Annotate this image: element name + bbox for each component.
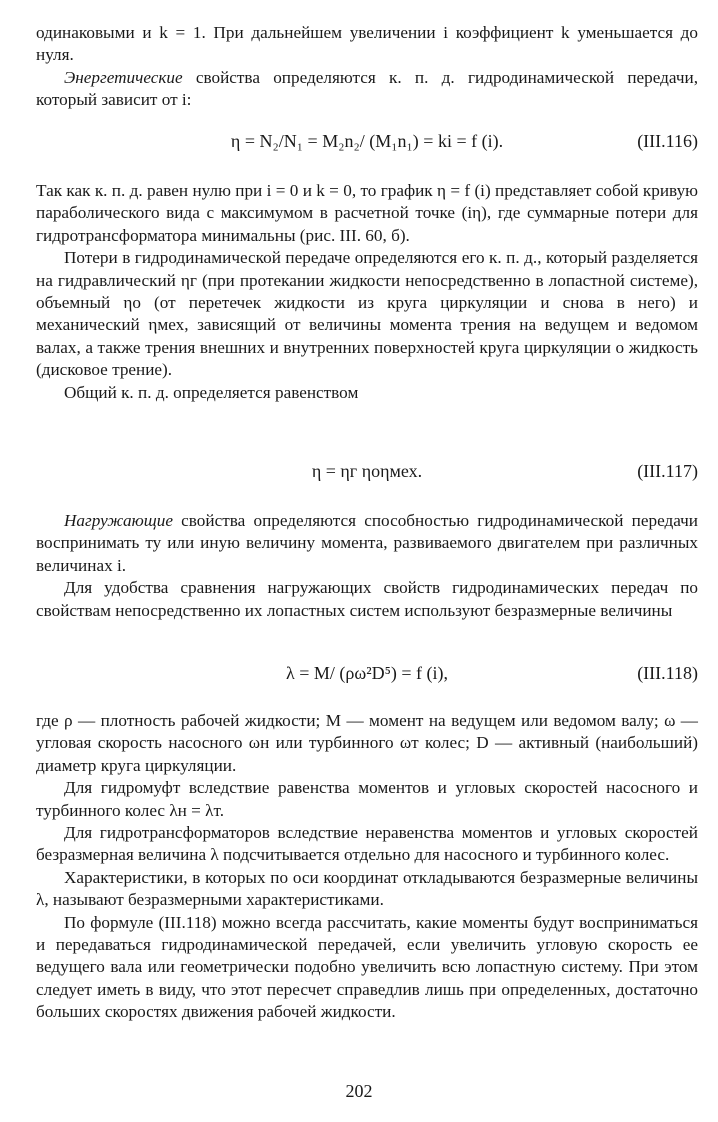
text-block-1 [36,22,698,112]
paragraph-losses: Потери в гидродинамической передаче определяются его к. п. д., который разделяется на гидравлический ηг (при протекании жидкости непосредственно в лопастной системе), объемный ηо (от перетечек жидкости из круга циркуляции и снова в него) и механический ηмех, зависящий от величины момента трения на ведущем и ведомом валах, а также трения внешних и внутренних поверхностей круга циркуляции о жидкость (дисковое трение). [36,248,698,380]
equation-117 [36,460,698,486]
equation-117-formula: η = ηг ηоηмех. [311,461,423,481]
text-block-4 [36,710,698,1024]
paragraph-characteristics: Характеристики, в которых по оси координат откладываются безразмерные величины λ, называют безразмерными характеристиками. [36,867,698,910]
equation-118 [36,662,698,688]
equation-116-formula: η = N₂/N₁ = M₂n₂/ (M₁n₁) = ki = f (i). [230,131,504,151]
paragraph-energy [36,67,698,112]
paragraph-recalculation: По формуле (III.118) можно всегда рассчитать, какие моменты будут восприниматься и передаваться гидродинамической передачей, если увеличить угловую скорость ее ведущего вала или геометрически подобно увеличить всю лопастную систему. При этом следует иметь в виду, что этот пересчет справедлив лишь при определенных, достаточно больших скоростях движения рабочей жидкости. [36,912,698,1022]
paragraph-total-efficiency: Общий к. п. д. определяется равенством [64,382,359,402]
paragraph-energy-text: свойства определяются к. п. д. гидродинамической передачи, который зависит от i: [36,67,698,110]
paragraph-1: одинаковыми и k = 1. При дальнейшем увеличении i коэффициент k уменьшается до нуля. [36,23,698,65]
text-block-3 [36,510,698,622]
page-number: 202 [345,1081,373,1101]
equation-116-number: (III.116) [637,131,698,151]
equation-117-number: (III.117) [637,461,698,481]
paragraph-couplings: Для гидромуфт вследствие равенства моментов и угловых скоростей насосного и турбинного колес λн = λт. [36,778,698,820]
paragraph-3: Так как к. п. д. равен нулю при i = 0 и k = 0, то график η = f (i) представляет собой кривую параболического вида с максимумом в расчетной точке (iη), где суммарные потери для гидротрансформатора минимальны (рис. III. 60, б). [36,181,698,245]
equation-118-formula: λ = M/ (ρω²D⁵) = f (i), [285,663,448,683]
term-loading: Нагружающие [64,511,173,530]
equation-116 [36,130,698,156]
paragraph-comparison: Для удобства сравнения нагружающих свойств гидродинамических передач по свойствам непосредственно их лопастных систем используют безразмерные величины [36,578,698,620]
paragraph-loading [36,510,698,577]
paragraph-converters: Для гидротрансформаторов вследствие неравенства моментов и угловых скоростей безразмерная величина λ подсчитывается отдельно для насосного и турбинного колес. [36,823,698,865]
paragraph-loading-text: свойства определяются способностью гидродинамической передачи воспринимать ту или иную величину момента, развиваемого двигателем при различных величинах i. [36,511,698,575]
equation-118-number: (III.118) [637,663,698,683]
text-block-2 [36,180,698,404]
term-energy: Энергетические [64,67,183,87]
paragraph-definitions: где ρ — плотность рабочей жидкости; M — момент на ведущем или ведомом валу; ω — угловая скорость насосного ωн или турбинного ωт колес; D — активный (наибольший) диаметр круга циркуляции. [36,711,698,775]
